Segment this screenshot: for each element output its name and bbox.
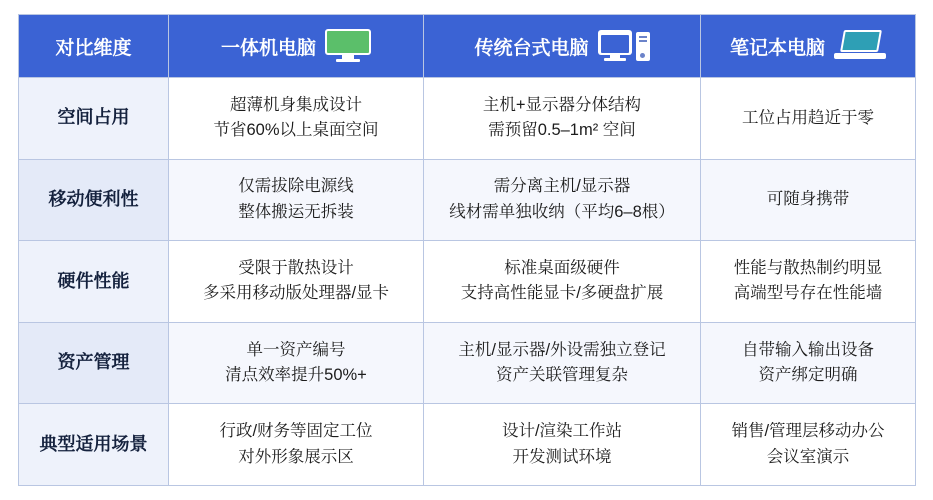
cell-laptop [701,404,916,486]
cell-text-line: 单一资产编号 [246,340,346,359]
cell-aio [169,159,424,241]
table-row [19,78,916,160]
cell-text-lines [701,256,915,307]
cell-text-line: 高端型号存在性能墙 [733,284,883,303]
dimension-cell: 移动便利性 [19,159,169,241]
cell-aio [169,322,424,404]
cell-desktop [424,78,701,160]
cell-desktop [424,241,701,323]
cell-text-line: 标准桌面级硬件 [504,258,620,277]
cell-text-line: 线材需单独收纳（平均6–8根） [449,202,675,221]
cell-text-line: 多采用移动版处理器/显卡 [202,284,390,303]
cell-text-lines [169,256,423,307]
cell-text-lines [424,256,700,307]
cell-text-lines [424,338,700,389]
cell-text-line: 资产绑定明确 [758,366,858,385]
header-cell-dimension [19,15,169,78]
comparison-table-container [18,14,915,486]
dimension-cell: 典型适用场景 [19,404,169,486]
cell-text-line: 超薄机身集成设计 [230,95,362,114]
header-cell-all-in-one [169,15,424,78]
header-label-laptop: 笔记本电脑 [729,37,825,59]
cell-laptop [701,159,916,241]
cell-aio [169,241,424,323]
dimension-cell: 硬件性能 [19,241,169,323]
cell-text-line: 主机/显示器/外设需独立登记 [458,340,666,359]
cell-text-line: 受限于散热设计 [238,258,354,277]
computer-comparison-table [18,14,916,486]
cell-text-lines [701,187,915,213]
cell-text-line: 性能与散热制约明显 [733,258,883,277]
table-row [19,159,916,241]
cell-desktop [424,159,701,241]
cell-text-lines [701,419,915,470]
header-cell-desktop [424,15,701,78]
cell-desktop [424,322,701,404]
header-label-dimension: 对比维度 [55,37,132,59]
cell-text-line: 主机+显示器分体结构 [482,95,642,114]
cell-text-line: 清点效率提升50%+ [225,366,367,385]
desktop-computer-icon [598,28,650,64]
cell-laptop [701,78,916,160]
cell-text-lines [169,93,423,144]
cell-text-line: 需分离主机/显示器 [493,177,631,196]
table-header [19,15,916,78]
cell-text-line: 可随身携带 [766,190,850,209]
cell-text-line: 支持高性能显卡/多硬盘扩展 [460,284,664,303]
dimension-cell: 资产管理 [19,322,169,404]
cell-text-line: 会议室演示 [766,447,850,466]
laptop-computer-icon [834,30,886,62]
cell-text-line: 节省60%以上桌面空间 [213,121,379,140]
header-row [19,15,916,78]
cell-text-line: 工位占用趋近于零 [742,108,874,127]
cell-text-lines [424,174,700,225]
cell-text-line: 对外形象展示区 [238,447,354,466]
cell-text-lines [701,338,915,389]
cell-text-lines [701,106,915,132]
cell-text-line: 设计/渲染工作站 [501,422,623,441]
cell-laptop [701,241,916,323]
cell-text-lines [169,174,423,225]
cell-text-line: 行政/财务等固定工位 [219,422,373,441]
cell-text-lines [424,419,700,470]
cell-text-line: 开发测试环境 [512,447,612,466]
cell-text-line: 资产关联管理复杂 [496,366,628,385]
cell-text-line: 销售/管理层移动办公 [731,422,885,441]
cell-desktop [424,404,701,486]
table-row [19,322,916,404]
cell-aio [169,78,424,160]
cell-text-lines [169,338,423,389]
cell-text-line: 仅需拔除电源线 [238,177,354,196]
all-in-one-computer-icon [325,29,371,63]
cell-laptop [701,322,916,404]
dimension-cell: 空间占用 [19,78,169,160]
cell-text-line: 需预留0.5–1m² 空间 [488,121,636,140]
table-body [19,78,916,486]
cell-aio [169,404,424,486]
table-row [19,241,916,323]
header-label-all-in-one: 一体机电脑 [220,37,316,59]
table-row [19,404,916,486]
header-label-desktop: 传统台式电脑 [474,37,589,59]
cell-text-line: 自带输入输出设备 [742,340,874,359]
cell-text-lines [169,419,423,470]
cell-text-line: 整体搬运无拆装 [238,202,354,221]
cell-text-lines [424,93,700,144]
header-cell-laptop [701,15,916,78]
